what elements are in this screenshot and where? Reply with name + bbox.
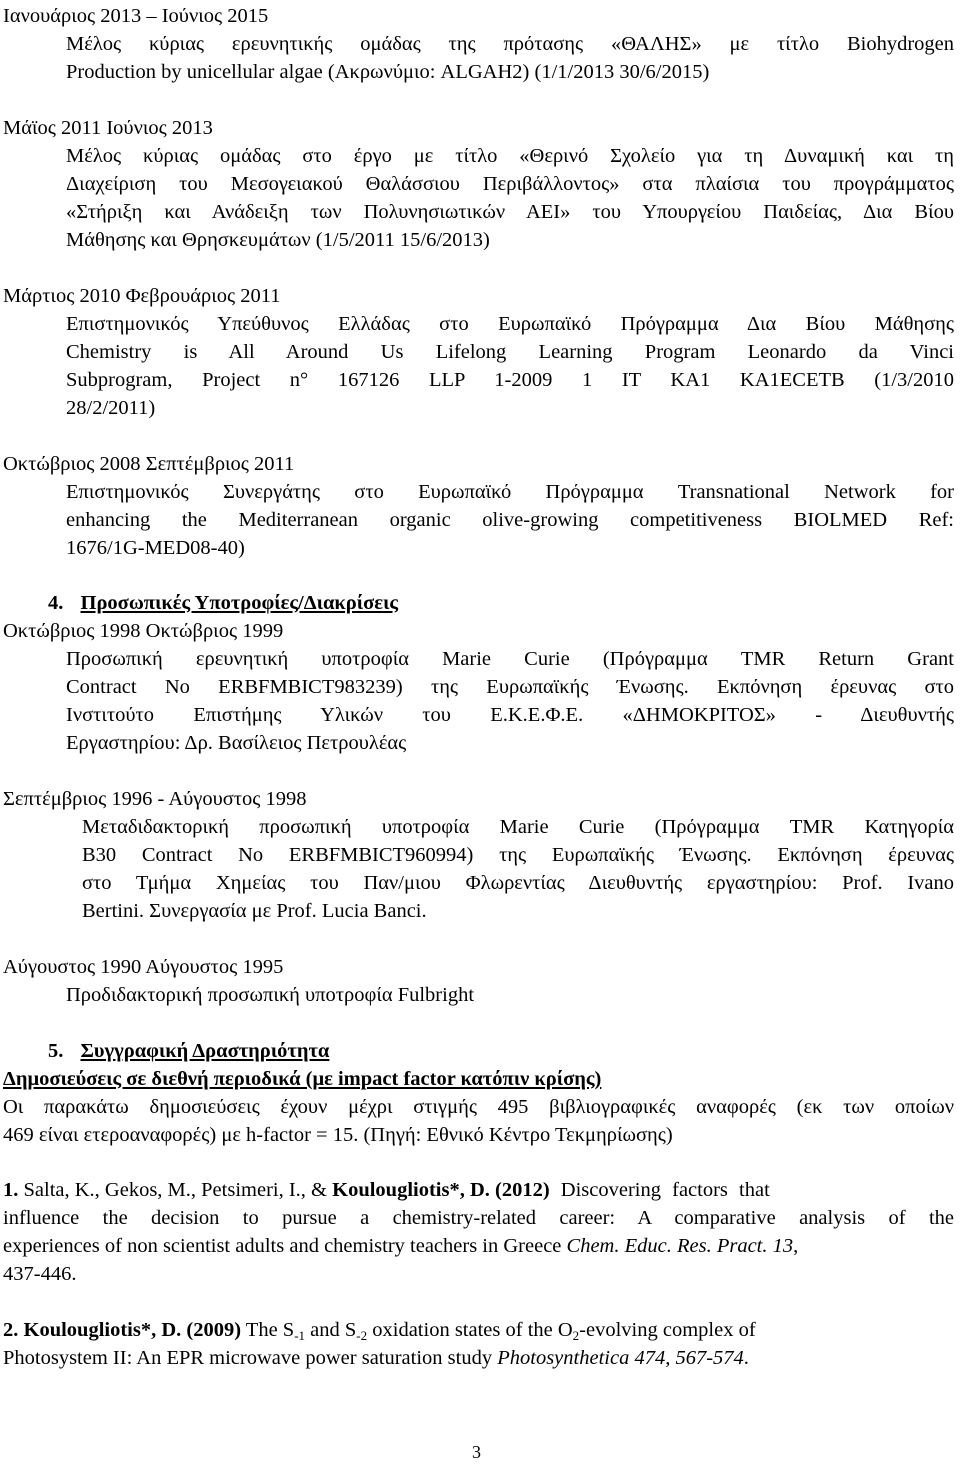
publication-main-author: Koulougliotis*, D. [18, 1319, 182, 1341]
award-line: Bertini. Συνεργασία με Prof. Lucia Banci. [82, 900, 427, 922]
section-number: 5. [48, 1040, 64, 1062]
award-period: Οκτώβριος 1998 Οκτώβριος 1999 [3, 620, 284, 642]
project-line: Μέλος κύριας ερευνητικής ομάδας της πρότασης «ΘΑΛΗΣ» με τίτλο Biohydrogen [66, 33, 954, 55]
publication-punct: , [793, 1235, 799, 1257]
project-period: Μάρτιος 2010 Φεβρουάριος 2011 [3, 285, 281, 307]
project-line: 28/2/2011) [66, 397, 156, 419]
award-line: στο Τμήμα Χημείας του Παν/μιου Φλωρεντίας Διευθυντής εργαστηρίου: Prof. Ivano [82, 872, 954, 894]
publication-journal: Chem. Educ. Res. Pract. 13 [566, 1235, 794, 1257]
section-heading-5 [48, 1037, 329, 1065]
award-line: Contract No ERBFMBICT983239) της Ευρωπαϊκής Ένωσης. Εκπόνηση έρευνας στο [66, 676, 954, 698]
publications-subheading: Δημοσιεύσεις σε διεθνή περιοδικά (με impact factor κατόπιν κρίσης) [3, 1068, 602, 1090]
publication-title: experiences of non scientist adults and chemistry teachers in Greece [3, 1235, 567, 1257]
project-line: enhancing the Mediterranean organic olive-growing competitiveness BIOLMED Ref: [66, 509, 954, 531]
publication-year: (2012) [489, 1179, 550, 1201]
subscript: 2 [572, 1328, 580, 1343]
section-heading-4 [48, 589, 398, 617]
publication-line [3, 1232, 798, 1260]
publication-title: Photosystem II: An EPR microwave power saturation study [3, 1347, 498, 1369]
publication-year: (2009) [181, 1319, 242, 1341]
award-line: Μεταδιδακτορική προσωπική υποτροφία Marie Curie (Πρόγραμμα TMR Κατηγορία [82, 816, 954, 838]
publication-pages: 437-446. [3, 1263, 77, 1285]
project-line: Επιστημονικός Υπεύθυνος Ελλάδας στο Ευρωπαϊκό Πρόγραμμα Δια Βίου Μάθησης [66, 313, 954, 335]
project-line: Chemistry is All Around Us Lifelong Learning Program Leonardo da Vinci [66, 341, 954, 363]
project-period: Ιανουάριος 2013 – Ιούνιος 2015 [3, 5, 269, 27]
project-line: Μάθησης και Θρησκευμάτων (1/5/2011 15/6/2013) [66, 229, 490, 251]
project-line: Production by unicellular algae (Ακρωνύμιο: ALGAH2) (1/1/2013 30/6/2015) [66, 61, 710, 83]
project-line: «Στήριξη και Ανάδειξη των Πολυνησιωτικών ΑΕΙ» του Υπουργείου Παιδείας, Δια Βίου [66, 201, 954, 223]
publication-1-line [3, 1176, 770, 1204]
publication-main-author: Koulougliotis*, D. [332, 1179, 490, 1201]
publication-journal: Photosynthetica 474, 567-574 [497, 1347, 744, 1369]
award-line: Εργαστηρίου: Δρ. Βασίλειος Πετρουλέας [66, 732, 407, 754]
section-number: 4. [48, 592, 64, 614]
publication-number: 1. [3, 1179, 19, 1201]
publication-title: -evolving complex of [579, 1319, 756, 1341]
award-period: Σεπτέμβριος 1996 - Αύγουστος 1998 [3, 788, 307, 810]
section-title: Συγγραφική Δραστηριότητα [80, 1040, 330, 1062]
project-line: Μέλος κύριας ομάδας στο έργο με τίτλο «Θερινό Σχολείο για τη Δυναμική και τη [66, 145, 954, 167]
publication-line: influence the decision to pursue a chemistry-related career: A comparative analysis of the [3, 1207, 954, 1229]
publication-2-line [3, 1316, 756, 1344]
publications-intro: Οι παρακάτω δημοσιεύσεις έχουν μέχρι στιγμής 495 βιβλιογραφικές αναφορές (εκ των οποίων [3, 1096, 954, 1118]
project-period: Μάϊος 2011 Ιούνιος 2013 [3, 117, 213, 139]
publication-title: Discovering factors that [549, 1179, 770, 1201]
publication-title: and S [305, 1319, 357, 1341]
publication-punct: . [743, 1347, 749, 1369]
project-period: Οκτώβριος 2008 Σεπτέμβριος 2011 [3, 453, 295, 475]
award-period: Αύγουστος 1990 Αύγουστος 1995 [3, 956, 284, 978]
subscript: -2 [356, 1328, 368, 1343]
publication-title: The S [241, 1319, 295, 1341]
award-line: Προσωπική ερευνητική υποτροφία Marie Curie (Πρόγραμμα TMR Return Grant [66, 648, 954, 670]
award-line: Ινστιτούτο Επιστήμης Υλικών του Ε.Κ.Ε.Φ.Ε. «ΔΗΜΟΚΡΙΤΟΣ» - Διευθυντής [66, 704, 954, 726]
project-line: Subprogram, Project n° 167126 LLP 1-2009 1 IT KA1 KA1ECETB (1/3/2010 [66, 369, 954, 391]
publication-number: 2. [3, 1319, 19, 1341]
section-title: Προσωπικές Υποτροφίες/Διακρίσεις [80, 592, 399, 614]
project-line: 1676/1G-MED08-40) [66, 537, 245, 559]
award-line: B30 Contract No ERBFMBICT960994) της Ευρωπαϊκής Ένωσης. Εκπόνηση έρευνας [82, 844, 954, 866]
subscript: -1 [294, 1328, 306, 1343]
project-line: Διαχείριση του Μεσογειακού Θαλάσσιου Περιβάλλοντος» στα πλαίσια του προγράμματος [66, 173, 954, 195]
publications-intro: 469 είναι ετεροαναφορές) με h-factor = 15. (Πηγή: Εθνικό Κέντρο Τεκμηρίωσης) [3, 1124, 673, 1146]
award-line: Προδιδακτορική προσωπική υποτροφία Fulbright [66, 984, 475, 1006]
publication-authors: Salta, K., Gekos, M., Petsimeri, I., & [18, 1179, 333, 1201]
publication-line [3, 1344, 749, 1372]
publication-title: oxidation states of the O [367, 1319, 573, 1341]
page-number: 3 [472, 1442, 481, 1462]
project-line: Επιστημονικός Συνεργάτης στο Ευρωπαϊκό Πρόγραμμα Transnational Network for [66, 481, 954, 503]
